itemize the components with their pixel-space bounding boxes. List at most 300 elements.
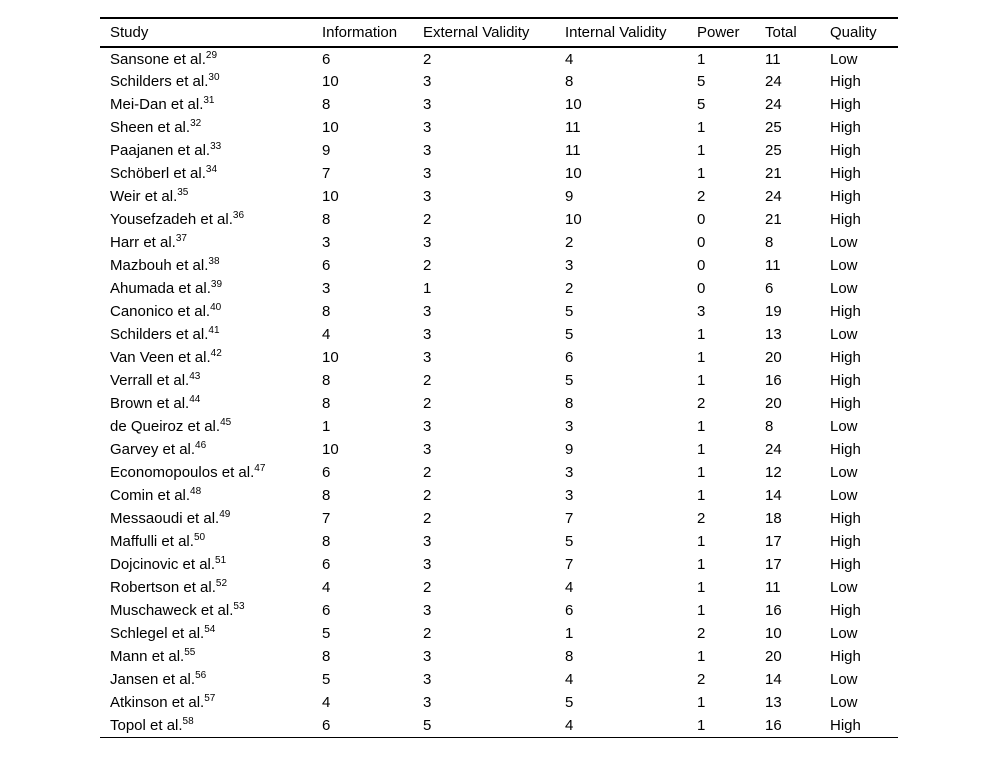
study-name: Sheen et al. xyxy=(110,119,191,136)
study-name: Sansone et al. xyxy=(110,50,206,68)
table-row xyxy=(100,438,898,461)
total-cell: 8 xyxy=(765,234,774,251)
information-cell: 1 xyxy=(322,418,331,435)
internal-validity-cell: 3 xyxy=(565,487,574,504)
study-name: Mazbouh et al. xyxy=(110,257,209,274)
quality-cell: High xyxy=(830,533,861,550)
external-validity-cell: 2 xyxy=(423,372,432,389)
table-row xyxy=(100,415,898,438)
study-name: Yousefzadeh et al. xyxy=(110,211,233,228)
external-validity-cell: 3 xyxy=(423,73,432,90)
power-cell: 0 xyxy=(697,280,706,297)
internal-validity-cell: 4 xyxy=(565,50,574,68)
quality-cell: Low xyxy=(830,625,858,642)
external-validity-cell: 3 xyxy=(423,418,432,435)
study-cell xyxy=(100,185,322,208)
power-cell: 0 xyxy=(697,257,706,274)
reference-superscript: 45 xyxy=(220,417,232,428)
power-cell: 1 xyxy=(697,50,706,68)
reference-superscript: 47 xyxy=(254,463,266,474)
total-cell: 16 xyxy=(765,372,782,389)
study-cell xyxy=(100,438,322,461)
study-cell xyxy=(100,530,322,553)
information-cell: 6 xyxy=(322,556,331,573)
information-cell: 10 xyxy=(322,441,339,458)
reference-superscript: 56 xyxy=(195,670,207,681)
reference-superscript: 55 xyxy=(184,647,196,658)
quality-cell: High xyxy=(830,510,861,527)
external-validity-cell: 5 xyxy=(423,716,432,734)
quality-cell: High xyxy=(830,441,861,458)
study-name: Brown et al. xyxy=(110,395,190,412)
reference-superscript: 50 xyxy=(193,532,206,543)
internal-validity-cell: 5 xyxy=(565,694,574,711)
table-row xyxy=(100,530,898,553)
study-name: Weir et al. xyxy=(110,188,178,205)
power-cell: 1 xyxy=(697,349,706,366)
internal-validity-cell: 8 xyxy=(565,73,574,90)
reference-superscript: 39 xyxy=(210,279,223,290)
study-name: Robertson et al. xyxy=(110,579,216,596)
external-validity-cell: 3 xyxy=(423,142,432,159)
study-name: Schilders et al. xyxy=(110,326,209,343)
quality-cell: High xyxy=(830,96,861,113)
information-cell: 4 xyxy=(322,326,331,343)
external-validity-cell: 2 xyxy=(423,257,432,274)
information-cell: 4 xyxy=(322,694,331,711)
table-row xyxy=(100,47,898,70)
study-name: Comin et al. xyxy=(110,487,191,504)
information-cell: 8 xyxy=(322,303,331,320)
total-cell: 6 xyxy=(765,280,774,297)
column-header-information: Information xyxy=(322,24,398,41)
quality-cell: High xyxy=(830,119,861,136)
column-header-external-validity: External Validity xyxy=(423,24,530,41)
total-cell: 10 xyxy=(765,625,782,642)
internal-validity-cell: 4 xyxy=(565,716,574,734)
reference-superscript: 46 xyxy=(195,440,207,451)
table-row xyxy=(100,691,898,714)
quality-cell: Low xyxy=(830,487,858,504)
quality-cell: High xyxy=(830,716,861,734)
external-validity-cell: 3 xyxy=(423,326,432,343)
external-validity-cell: 3 xyxy=(423,165,432,182)
internal-validity-cell: 5 xyxy=(565,533,574,550)
study-name: Jansen et al. xyxy=(110,671,196,688)
reference-superscript: 40 xyxy=(210,302,222,313)
quality-cell: High xyxy=(830,142,861,159)
power-cell: 1 xyxy=(697,464,706,481)
table-row xyxy=(100,277,898,300)
power-cell: 1 xyxy=(697,648,706,665)
external-validity-cell: 3 xyxy=(423,648,432,665)
table-header xyxy=(100,18,898,47)
study-cell xyxy=(100,576,322,599)
power-cell: 1 xyxy=(697,372,706,389)
external-validity-cell: 3 xyxy=(423,349,432,366)
internal-validity-cell: 5 xyxy=(565,372,574,389)
study-name: Verrall et al. xyxy=(110,372,190,389)
internal-validity-cell: 5 xyxy=(565,303,574,320)
internal-validity-cell: 6 xyxy=(565,602,574,619)
reference-superscript: 33 xyxy=(210,141,222,152)
table-row xyxy=(100,645,898,668)
total-cell: 13 xyxy=(765,694,782,711)
quality-cell: Low xyxy=(830,671,858,688)
table-body xyxy=(100,47,898,737)
quality-cell: Low xyxy=(830,280,858,297)
power-cell: 2 xyxy=(697,188,706,205)
information-cell: 6 xyxy=(322,602,331,619)
table-row xyxy=(100,116,898,139)
table-row xyxy=(100,576,898,599)
total-cell: 19 xyxy=(765,303,782,320)
table-row xyxy=(100,93,898,116)
information-cell: 8 xyxy=(322,211,331,228)
external-validity-cell: 2 xyxy=(423,464,432,481)
study-name: de Queiroz et al. xyxy=(110,418,221,435)
internal-validity-cell: 2 xyxy=(565,280,574,297)
total-cell: 14 xyxy=(765,487,782,504)
total-cell: 20 xyxy=(765,349,782,366)
internal-validity-cell: 3 xyxy=(565,418,574,435)
table-row xyxy=(100,599,898,622)
table-row xyxy=(100,369,898,392)
total-cell: 11 xyxy=(765,50,781,68)
total-cell: 20 xyxy=(765,648,782,665)
information-cell: 6 xyxy=(322,50,331,68)
study-cell xyxy=(100,162,322,185)
power-cell: 1 xyxy=(697,142,706,159)
power-cell: 0 xyxy=(697,211,706,228)
reference-superscript: 30 xyxy=(208,72,220,83)
quality-cell: Low xyxy=(830,326,858,343)
study-cell xyxy=(100,714,322,737)
reference-superscript: 37 xyxy=(175,233,187,244)
study-name: Maffulli et al. xyxy=(110,533,194,550)
table-row xyxy=(100,668,898,691)
study-name: Ahumada et al. xyxy=(110,280,211,297)
study-cell xyxy=(100,300,322,323)
external-validity-cell: 3 xyxy=(423,441,432,458)
external-validity-cell: 3 xyxy=(423,96,432,113)
internal-validity-cell: 6 xyxy=(565,349,574,366)
power-cell: 1 xyxy=(697,418,706,435)
power-cell: 5 xyxy=(697,96,706,113)
total-cell: 8 xyxy=(765,418,774,435)
study-cell xyxy=(100,415,322,438)
total-cell: 14 xyxy=(765,671,782,688)
study-cell xyxy=(100,277,322,300)
information-cell: 4 xyxy=(322,579,331,596)
study-cell xyxy=(100,346,322,369)
information-cell: 7 xyxy=(322,165,331,182)
external-validity-cell: 3 xyxy=(423,234,432,251)
information-cell: 6 xyxy=(322,716,331,734)
power-cell: 1 xyxy=(697,694,706,711)
internal-validity-cell: 8 xyxy=(565,395,574,412)
study-cell xyxy=(100,116,322,139)
internal-validity-cell: 10 xyxy=(565,96,582,113)
study-name: Mei-Dan et al. xyxy=(110,96,204,113)
external-validity-cell: 3 xyxy=(423,694,432,711)
quality-cell: Low xyxy=(830,257,858,274)
study-cell xyxy=(100,553,322,576)
power-cell: 2 xyxy=(697,671,706,688)
internal-validity-cell: 9 xyxy=(565,188,574,205)
information-cell: 8 xyxy=(322,487,331,504)
power-cell: 1 xyxy=(697,119,706,136)
information-cell: 6 xyxy=(322,257,331,274)
study-cell xyxy=(100,93,322,116)
study-cell xyxy=(100,484,322,507)
internal-validity-cell: 4 xyxy=(565,671,574,688)
table-header-row xyxy=(100,18,898,47)
quality-cell: High xyxy=(830,648,861,665)
quality-cell: Low xyxy=(830,234,858,251)
reference-superscript: 34 xyxy=(205,164,218,175)
external-validity-cell: 2 xyxy=(423,395,432,412)
internal-validity-cell: 10 xyxy=(565,211,582,228)
study-cell xyxy=(100,691,322,714)
total-cell: 25 xyxy=(765,119,782,136)
power-cell: 5 xyxy=(697,73,706,90)
study-name: Harr et al. xyxy=(110,234,176,251)
study-cell xyxy=(100,254,322,277)
study-cell xyxy=(100,461,322,484)
study-cell xyxy=(100,507,322,530)
quality-cell: Low xyxy=(830,579,858,596)
total-cell: 24 xyxy=(765,441,782,458)
information-cell: 7 xyxy=(322,510,331,527)
reference-superscript: 42 xyxy=(210,348,222,359)
table-row xyxy=(100,346,898,369)
power-cell: 1 xyxy=(697,326,706,343)
internal-validity-cell: 7 xyxy=(565,510,574,527)
total-cell: 24 xyxy=(765,96,782,113)
external-validity-cell: 3 xyxy=(423,671,432,688)
total-cell: 17 xyxy=(765,556,782,573)
study-name: Dojcinovic et al. xyxy=(110,556,216,573)
study-name: Economopoulos et al. xyxy=(110,464,255,481)
reference-superscript: 48 xyxy=(190,486,202,497)
external-validity-cell: 3 xyxy=(423,303,432,320)
study-cell xyxy=(100,622,322,645)
reference-superscript: 31 xyxy=(203,95,215,106)
total-cell: 16 xyxy=(765,716,782,734)
internal-validity-cell: 5 xyxy=(565,326,574,343)
power-cell: 2 xyxy=(697,395,706,412)
quality-cell: High xyxy=(830,556,861,573)
quality-cell: High xyxy=(830,303,861,320)
study-cell xyxy=(100,47,322,70)
internal-validity-cell: 2 xyxy=(565,234,574,251)
table-row xyxy=(100,162,898,185)
quality-cell: High xyxy=(830,73,861,90)
external-validity-cell: 2 xyxy=(423,625,432,642)
information-cell: 5 xyxy=(322,671,331,688)
study-name: Schilders et al. xyxy=(110,73,209,90)
total-cell: 13 xyxy=(765,326,782,343)
information-cell: 8 xyxy=(322,372,331,389)
reference-superscript: 54 xyxy=(204,624,216,635)
external-validity-cell: 2 xyxy=(423,579,432,596)
information-cell: 8 xyxy=(322,533,331,550)
external-validity-cell: 2 xyxy=(423,50,432,68)
quality-cell: High xyxy=(830,188,861,205)
study-cell xyxy=(100,323,322,346)
study-name: Messaoudi et al. xyxy=(110,510,220,527)
total-cell: 24 xyxy=(765,73,782,90)
external-validity-cell: 2 xyxy=(423,487,432,504)
external-validity-cell: 3 xyxy=(423,533,432,550)
column-header-quality: Quality xyxy=(830,24,877,41)
internal-validity-cell: 11 xyxy=(565,119,581,136)
study-cell xyxy=(100,70,322,93)
internal-validity-cell: 7 xyxy=(565,556,574,573)
table-row xyxy=(100,185,898,208)
column-header-internal-validity: Internal Validity xyxy=(565,24,667,41)
power-cell: 1 xyxy=(697,556,706,573)
study-cell xyxy=(100,231,322,254)
information-cell: 3 xyxy=(322,280,331,297)
reference-superscript: 29 xyxy=(205,49,218,61)
study-cell xyxy=(100,599,322,622)
information-cell: 10 xyxy=(322,188,339,205)
quality-cell: High xyxy=(830,372,861,389)
reference-superscript: 41 xyxy=(208,325,220,336)
quality-cell: High xyxy=(830,165,861,182)
quality-cell: Low xyxy=(830,464,858,481)
power-cell: 1 xyxy=(697,441,706,458)
study-cell xyxy=(100,645,322,668)
quality-cell: Low xyxy=(830,694,858,711)
reference-superscript: 57 xyxy=(204,693,216,704)
internal-validity-cell: 11 xyxy=(565,142,581,159)
information-cell: 10 xyxy=(322,73,339,90)
total-cell: 11 xyxy=(765,257,781,274)
internal-validity-cell: 3 xyxy=(565,464,574,481)
column-header-study: Study xyxy=(110,24,149,41)
power-cell: 2 xyxy=(697,625,706,642)
power-cell: 1 xyxy=(697,579,706,596)
total-cell: 20 xyxy=(765,395,782,412)
external-validity-cell: 3 xyxy=(423,119,432,136)
internal-validity-cell: 3 xyxy=(565,257,574,274)
quality-cell: High xyxy=(830,211,861,228)
power-cell: 1 xyxy=(697,487,706,504)
study-name: Schlegel et al. xyxy=(110,625,205,642)
study-name: Van Veen et al. xyxy=(110,349,211,366)
reference-superscript: 49 xyxy=(219,509,231,520)
study-name: Schöberl et al. xyxy=(110,165,206,182)
study-name: Mann et al. xyxy=(110,648,185,665)
external-validity-cell: 2 xyxy=(423,211,432,228)
total-cell: 25 xyxy=(765,142,782,159)
total-cell: 17 xyxy=(765,533,782,550)
table-row xyxy=(100,254,898,277)
quality-assessment-table-wrap xyxy=(100,17,898,738)
table-row xyxy=(100,323,898,346)
study-name: Topol et al. xyxy=(110,716,183,734)
external-validity-cell: 3 xyxy=(423,556,432,573)
study-name: Canonico et al. xyxy=(110,303,211,320)
study-cell xyxy=(100,668,322,691)
external-validity-cell: 1 xyxy=(423,280,432,297)
information-cell: 8 xyxy=(322,648,331,665)
table-row xyxy=(100,622,898,645)
internal-validity-cell: 4 xyxy=(565,579,574,596)
reference-superscript: 58 xyxy=(182,715,194,727)
total-cell: 16 xyxy=(765,602,782,619)
power-cell: 1 xyxy=(697,165,706,182)
table-row xyxy=(100,714,898,737)
table-row xyxy=(100,139,898,162)
quality-cell: High xyxy=(830,395,861,412)
power-cell: 3 xyxy=(697,303,706,320)
power-cell: 0 xyxy=(697,234,706,251)
external-validity-cell: 3 xyxy=(423,602,432,619)
reference-superscript: 52 xyxy=(215,578,228,589)
reference-superscript: 36 xyxy=(232,210,245,221)
study-name: Garvey et al. xyxy=(110,441,196,458)
internal-validity-cell: 9 xyxy=(565,441,574,458)
total-cell: 24 xyxy=(765,188,782,205)
table-row xyxy=(100,553,898,576)
study-cell xyxy=(100,392,322,415)
external-validity-cell: 2 xyxy=(423,510,432,527)
table-row xyxy=(100,208,898,231)
quality-cell: High xyxy=(830,349,861,366)
information-cell: 9 xyxy=(322,142,331,159)
reference-superscript: 53 xyxy=(233,601,245,612)
column-header-power: Power xyxy=(697,24,740,41)
power-cell: 1 xyxy=(697,602,706,619)
quality-cell: High xyxy=(830,602,861,619)
information-cell: 6 xyxy=(322,464,331,481)
reference-superscript: 32 xyxy=(190,118,202,129)
total-cell: 12 xyxy=(765,464,782,481)
study-cell xyxy=(100,369,322,392)
study-cell xyxy=(100,208,322,231)
quality-assessment-table xyxy=(100,17,898,738)
information-cell: 3 xyxy=(322,234,331,251)
study-name: Paajanen et al. xyxy=(110,142,211,159)
table-row xyxy=(100,461,898,484)
table-row xyxy=(100,392,898,415)
study-name: Muschaweck et al. xyxy=(110,602,234,619)
reference-superscript: 44 xyxy=(189,394,201,405)
information-cell: 8 xyxy=(322,395,331,412)
information-cell: 10 xyxy=(322,349,339,366)
internal-validity-cell: 1 xyxy=(565,625,574,642)
power-cell: 2 xyxy=(697,510,706,527)
total-cell: 21 xyxy=(765,165,782,182)
table-row xyxy=(100,484,898,507)
reference-superscript: 43 xyxy=(189,371,201,382)
total-cell: 11 xyxy=(765,579,781,596)
total-cell: 21 xyxy=(765,211,782,228)
reference-superscript: 35 xyxy=(177,187,189,198)
column-header-total: Total xyxy=(765,24,797,41)
information-cell: 10 xyxy=(322,119,339,136)
power-cell: 1 xyxy=(697,533,706,550)
information-cell: 5 xyxy=(322,625,331,642)
external-validity-cell: 3 xyxy=(423,188,432,205)
study-cell xyxy=(100,139,322,162)
table-row xyxy=(100,507,898,530)
power-cell: 1 xyxy=(697,716,706,734)
